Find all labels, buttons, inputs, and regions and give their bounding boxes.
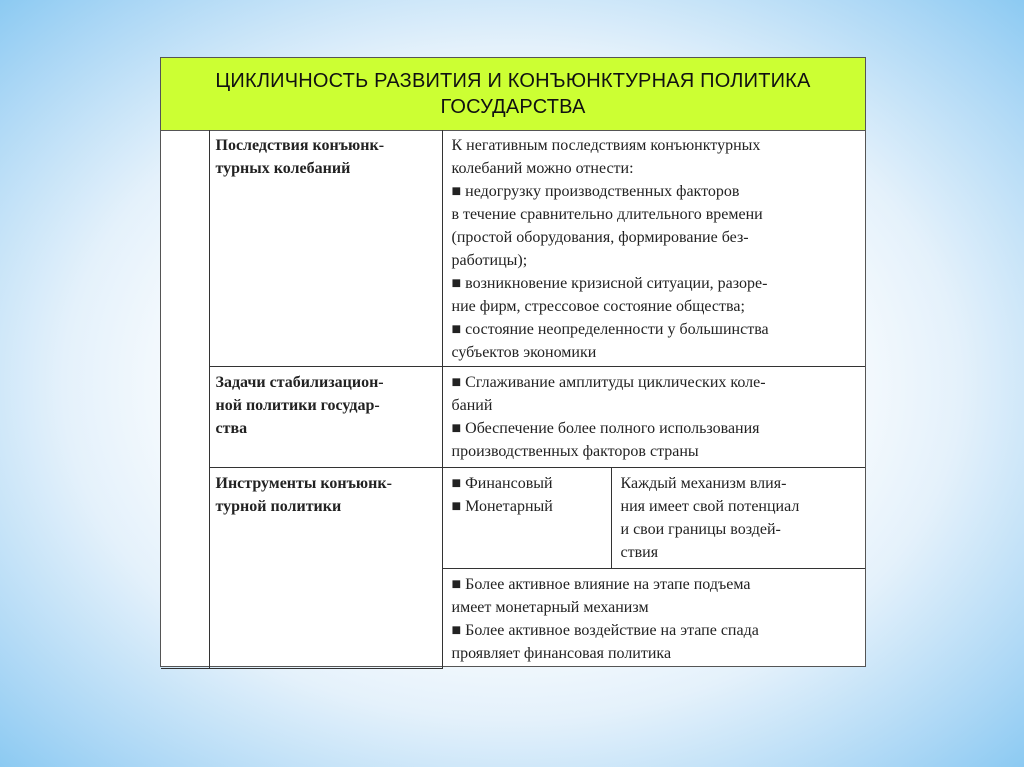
row-header-line: ной политики государ- bbox=[215, 397, 380, 414]
empty-left-column bbox=[161, 130, 209, 669]
content-line: субъектов экономики bbox=[451, 344, 597, 361]
instrument-item: ■ Монетарный bbox=[451, 498, 553, 515]
note-line: ния имеет свой потенциал bbox=[620, 498, 800, 515]
row-header-consequences bbox=[209, 130, 442, 367]
page-title bbox=[161, 58, 865, 131]
note-line: Каждый механизм влия- bbox=[620, 475, 787, 492]
content-line: работицы); bbox=[451, 252, 528, 269]
instruments-list bbox=[442, 468, 611, 569]
content-line: производственных факторов страны bbox=[451, 443, 699, 460]
slide-table-frame bbox=[160, 57, 866, 667]
row-content-tasks bbox=[442, 367, 865, 468]
row-header-line: Инструменты конъюнк- bbox=[215, 475, 392, 492]
content-line: колебаний можно отнести: bbox=[451, 160, 634, 177]
content-line: баний bbox=[451, 397, 493, 414]
title-line-1: ЦИКЛИЧНОСТЬ РАЗВИТИЯ И КОНЪЮНКТУРНАЯ ПОЛИТИКА bbox=[215, 70, 811, 92]
table-row-instruments bbox=[161, 468, 865, 569]
content-line: ■ недогрузку производственных факторов bbox=[451, 183, 740, 200]
content-line: (простой оборудования, формирование без- bbox=[451, 229, 749, 246]
row-header-instruments bbox=[209, 468, 442, 669]
instruments-note bbox=[611, 468, 865, 569]
effect-line: имеет монетарный механизм bbox=[451, 599, 649, 616]
table-row-consequences bbox=[161, 130, 865, 367]
content-line: ■ Сглаживание амплитуды циклических коле- bbox=[451, 374, 766, 391]
policy-table bbox=[161, 130, 865, 669]
effect-line: ■ Более активное влияние на этапе подъема bbox=[451, 576, 751, 593]
row-header-tasks bbox=[209, 367, 442, 468]
effect-line: проявляет финансовая политика bbox=[451, 645, 672, 662]
row-content-consequences bbox=[442, 130, 865, 367]
effect-line: ■ Более активное воздействие на этапе спада bbox=[451, 622, 759, 639]
content-line: ние фирм, стрессовое состояние общества; bbox=[451, 298, 745, 315]
title-line-2: ГОСУДАРСТВА bbox=[440, 96, 586, 118]
row-header-line: турной политики bbox=[215, 498, 342, 515]
row-header-line: Последствия конъюнк- bbox=[215, 137, 385, 154]
note-line: ствия bbox=[620, 544, 659, 561]
row-header-line: турных колебаний bbox=[215, 160, 351, 177]
row-header-line: ства bbox=[215, 420, 248, 437]
instruments-effects bbox=[442, 569, 865, 669]
content-line: ■ Обеспечение более полного использования bbox=[451, 420, 760, 437]
instrument-item: ■ Финансовый bbox=[451, 475, 553, 492]
table-row-tasks bbox=[161, 367, 865, 468]
content-line: ■ состояние неопределенности у большинства bbox=[451, 321, 769, 338]
content-line: ■ возникновение кризисной ситуации, разоре- bbox=[451, 275, 768, 292]
content-line: в течение сравнительно длительного времени bbox=[451, 206, 763, 223]
content-line: К негативным последствиям конъюнктурных bbox=[451, 137, 761, 154]
row-header-line: Задачи стабилизацион- bbox=[215, 374, 384, 391]
note-line: и свои границы воздей- bbox=[620, 521, 781, 538]
